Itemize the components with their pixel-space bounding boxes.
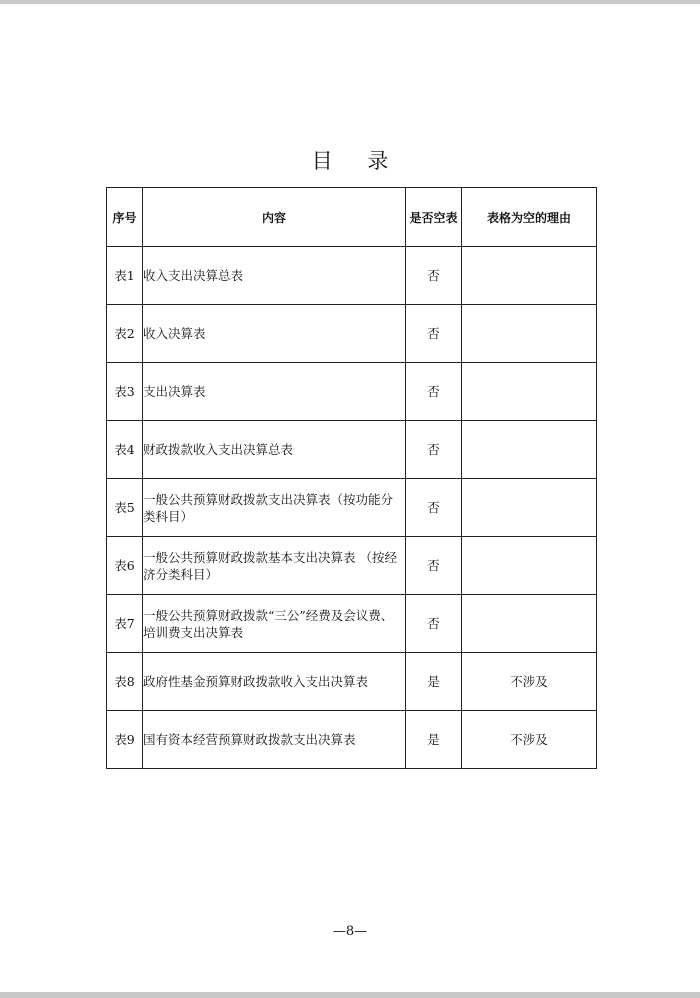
- row-is-empty: 否: [406, 595, 462, 653]
- row-num: 表8: [107, 653, 143, 711]
- table-header-row: [107, 188, 597, 247]
- row-reason: [462, 247, 597, 305]
- table-row: [107, 363, 597, 421]
- table-row: [107, 653, 597, 711]
- header-is-empty: 是否空表: [406, 188, 462, 247]
- bottom-border: [0, 992, 700, 998]
- row-num: 表5: [107, 479, 143, 537]
- table-row: [107, 247, 597, 305]
- table-row: [107, 479, 597, 537]
- row-content: 收入支出决算总表: [143, 247, 406, 305]
- row-reason: 不涉及: [462, 653, 597, 711]
- row-content: 收入决算表: [143, 305, 406, 363]
- row-content: 政府性基金预算财政拨款收入支出决算表: [143, 653, 406, 711]
- row-is-empty: 否: [406, 421, 462, 479]
- row-is-empty: 是: [406, 711, 462, 769]
- row-num: 表4: [107, 421, 143, 479]
- row-reason: [462, 363, 597, 421]
- top-border: [0, 0, 700, 4]
- row-is-empty: 否: [406, 537, 462, 595]
- row-content: 一般公共预算财政拨款“三公”经费及会议费、培训费支出决算表: [143, 595, 406, 653]
- row-is-empty: 否: [406, 363, 462, 421]
- row-reason: 不涉及: [462, 711, 597, 769]
- page-number: —8—: [332, 924, 368, 939]
- row-reason: [462, 537, 597, 595]
- table-row: [107, 711, 597, 769]
- table-row: [107, 595, 597, 653]
- table-row: [107, 305, 597, 363]
- row-is-empty: 是: [406, 653, 462, 711]
- row-content: 一般公共预算财政拨款基本支出决算表 （按经济分类科目）: [143, 537, 406, 595]
- row-reason: [462, 479, 597, 537]
- row-content: 支出决算表: [143, 363, 406, 421]
- row-is-empty: 否: [406, 247, 462, 305]
- table-row: [107, 537, 597, 595]
- header-content: 内容: [143, 188, 406, 247]
- page-title: 目 录: [311, 149, 403, 173]
- row-reason: [462, 595, 597, 653]
- row-num: 表2: [107, 305, 143, 363]
- table-row: [107, 421, 597, 479]
- row-reason: [462, 421, 597, 479]
- row-num: 表3: [107, 363, 143, 421]
- row-content: 国有资本经营预算财政拨款支出决算表: [143, 711, 406, 769]
- row-content: 财政拨款收入支出决算总表: [143, 421, 406, 479]
- header-reason: 表格为空的理由: [462, 188, 597, 247]
- row-num: 表9: [107, 711, 143, 769]
- row-is-empty: 否: [406, 305, 462, 363]
- row-num: 表1: [107, 247, 143, 305]
- row-content: 一般公共预算财政拨款支出决算表（按功能分类科目）: [143, 479, 406, 537]
- row-reason: [462, 305, 597, 363]
- row-num: 表7: [107, 595, 143, 653]
- header-num: 序号: [107, 188, 143, 247]
- row-is-empty: 否: [406, 479, 462, 537]
- row-num: 表6: [107, 537, 143, 595]
- toc-table: [106, 187, 597, 769]
